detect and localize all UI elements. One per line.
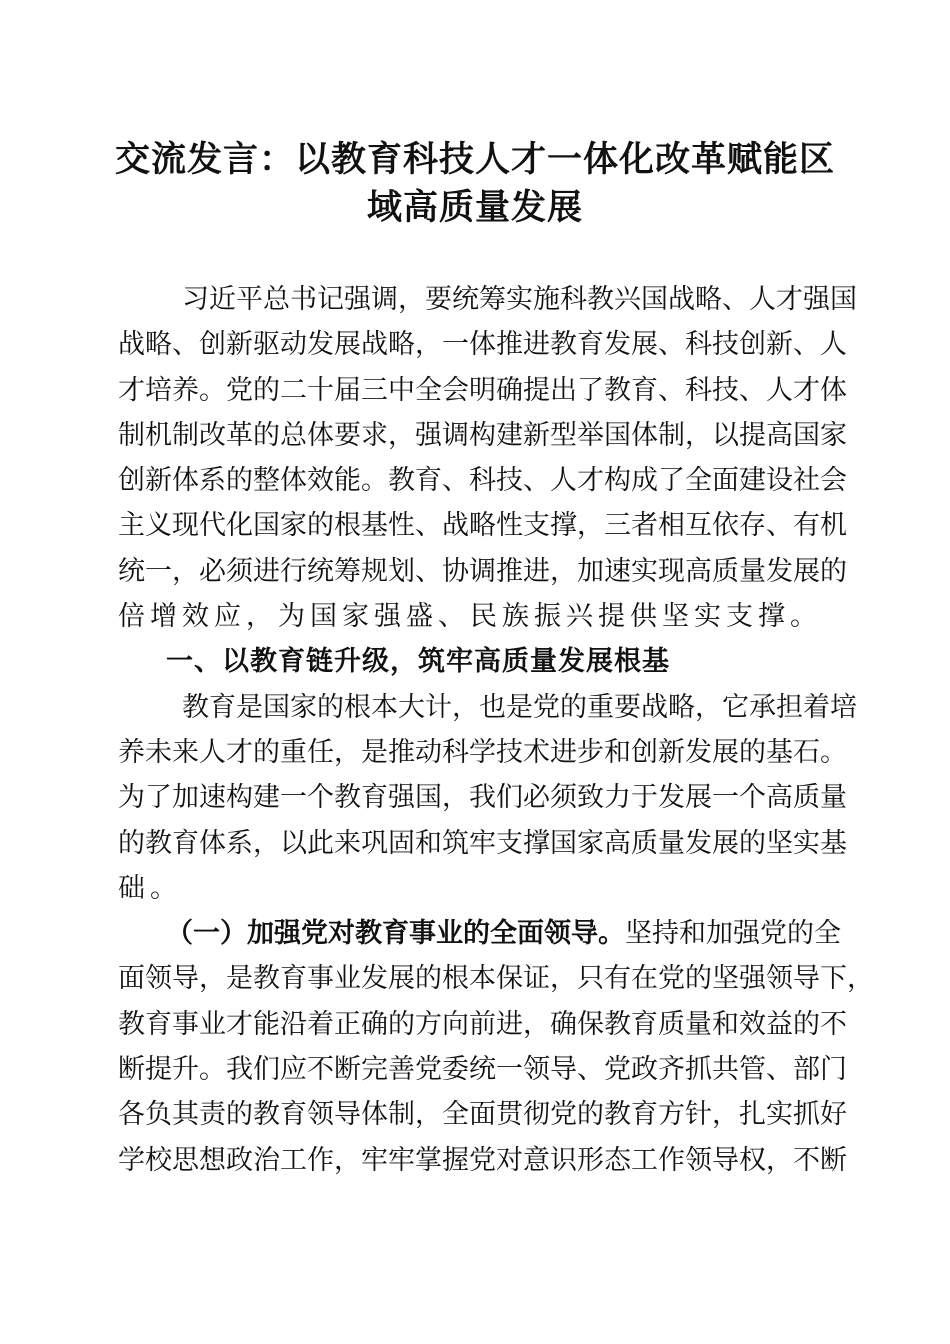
text-line: 的教育体系，以此来巩固和筑牢支撑国家高质量发展的坚实基 [118, 827, 847, 859]
text-line: 制机制改革的总体要求，强调构建新型举国体制，以提高国家 [118, 419, 847, 451]
text-line: 为了加速构建一个教育强国，我们必须致力于发展一个高质量 [118, 782, 847, 814]
text-line: 断提升。我们应不断完善党委统一领导、党政齐抓共管、部门 [118, 1054, 847, 1086]
section-heading: 一、以教育链升级，筑牢高质量发展根基 [166, 646, 670, 678]
text-line: 教育是国家的根本大计，也是党的重要战略，它承担着培 [182, 691, 857, 723]
paragraph-party-leadership [118, 911, 874, 1183]
text-line: 教育事业才能沿着正确的方向前进，确保教育质量和效益的不 [118, 1008, 847, 1040]
text-line: 统一，必须进行统筹规划、协调推进，加速实现高质量发展的 [118, 555, 847, 587]
text-line: 础。 [118, 872, 182, 904]
text-line [118, 911, 841, 956]
text-line: 主义现代化国家的根基性、战略性支撑，三者相互依存、有机 [118, 510, 847, 542]
document-body [118, 277, 874, 1183]
title-line-1: 交流发言：以教育科技人才一体化改革赋能区 [114, 139, 835, 180]
text-line: 战略、创新驱动发展战略，一体推进教育发展、科技创新、人 [118, 329, 847, 361]
subsection-heading: （一）加强党对教育事业的全面领导。 [166, 918, 625, 950]
text-line: 各负其责的教育领导体制，全面贯彻党的教育方针，扎实抓好 [118, 1099, 847, 1131]
title-line-2: 域高质量发展 [366, 187, 583, 228]
text-line: 面领导，是教育事业发展的根本保证，只有在党的坚强领导下， [118, 963, 874, 995]
text-line: 创新体系的整体效能。教育、科技、人才构成了全面建设社会 [118, 465, 847, 497]
text-line: 习近平总书记强调，要统筹实施科教兴国战略、人才强国 [182, 284, 857, 315]
paragraph-education [118, 685, 857, 911]
text-line: 倍增效应，为国家强盛、民族振兴提供坚实支撑。 [118, 601, 822, 633]
text-line: 养未来人才的重任，是推动科学技术进步和创新发展的基石。 [118, 736, 847, 768]
text-line: 学校思想政治工作，牢牢掌握党对意识形态工作领导权，不断 [118, 1144, 847, 1176]
paragraph-intro [118, 277, 857, 639]
text-line: 才培养。党的二十届三中全会明确提出了教育、科技、人才体 [118, 374, 847, 406]
text-run: 坚持和加强党的全 [625, 918, 841, 950]
document-title [100, 136, 850, 232]
